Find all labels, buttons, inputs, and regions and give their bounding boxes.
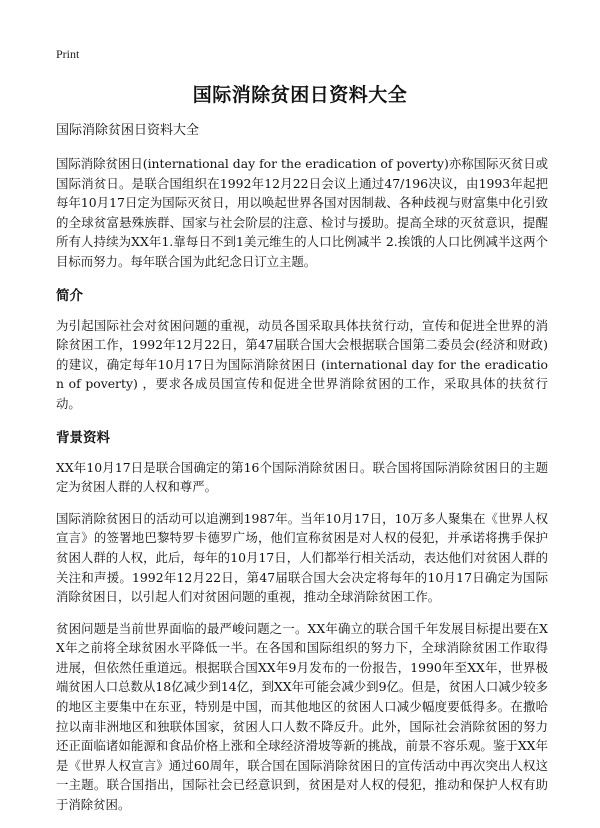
background-paragraph: 贫困问题是当前世界面临的最严峻问题之一。XX年确立的联合国千年发展目标提出要在XX年之前将全球贫困水平降低一半。在各国和国际组织的努力下，全球消除贫困工作取得进展，但依然任重道远。根据联合国XX年9月发布的一份报告，1990年至XX年，世界极端贫困人口总数从18亿减少到14亿，到XX年可能会减少到9亿。但是，贫困人口减少较多的地区主要集中在东亚，特别是中国，而其他地区的贫困人口减少幅度要低得多。在撒哈拉以南非洲地区和独联体国家，贫困人口人数不降反升。此外，国际社会消除贫困的努力还正面临诸如能源和食品价格上涨和全球经济滑坡等新的挑战，前景不容乐观。鉴于XX年是《世界人权宣言》通过60周年，联合国在国际消除贫困日的宣传活动中再次突出人权这一主题。联合国指出，国际社会已经意识到，贫困是对人权的侵犯，推动和保护人权有助于消除贫困。 [56, 620, 548, 813]
page-title: 国际消除贫困日资料大全 [192, 84, 408, 106]
intro-paragraph: 国际消除贫困日(international day for the eradication of poverty)亦称国际灭贫日或国际消贫日。是联合国组织在1992年12月22日会议上通过47/196决议，由1993年起把每年10月17日定为国际灭贫日，用以唤起世界各国对因制裁、各种歧视与财富集中化引致的全球贫富悬殊族群、国家与社会阶层的注意、检讨与援助。提高全球的灭贫意识，提醒所有人持续为XX年1.靠每日不到1美元维生的人口比例减半 2.挨饿的人口比例减半这两个目标而努力。每年联合国为此纪念日订立主题。 [56, 156, 548, 269]
section-heading-intro: 简介 [56, 287, 83, 304]
background-paragraph: 国际消除贫困日的活动可以追溯到1987年。当年10月17日，10万多人聚集在《世界人权宣言》的签署地巴黎特罗卡德罗广场，他们宣称贫困是对人权的侵犯，并承诺将携手保护贫困人群的人权，此后，每年的10月17日，人们都举行相关活动，表达他们对贫困人群的关注和声援。1992年12月22日，第47届联合国大会决定将每年的10月17日确定为国际消除贫困日，以引起人们对贫困问题的重视，推动全球消除贫困工作。 [56, 510, 548, 605]
print-link[interactable]: Print [56, 47, 80, 61]
document-body [56, 120, 548, 827]
background-paragraph: XX年10月17日是联合国确定的第16个国际消除贫困日。联合国将国际消除贫困日的主题定为贫困人群的人权和尊严。 [56, 459, 548, 495]
section-heading-background: 背景资料 [56, 429, 110, 446]
intro-section-paragraph: 为引起国际社会对贫困问题的重视，动员各国采取具体扶贫行动，宣传和促进全世界的消除贫困工作，1992年12月22日，第47届联合国大会根据联合国第二委员会(经济和财政)的建议，确定每年10月17日为国际消除贫困日 (international day for the eradication of poverty) ，要求各成员国宣传和促进全世界消除贫困的工作，采取具体的扶贫行动。 [56, 317, 548, 411]
document-subtitle: 国际消除贫困日资料大全 [56, 123, 200, 138]
